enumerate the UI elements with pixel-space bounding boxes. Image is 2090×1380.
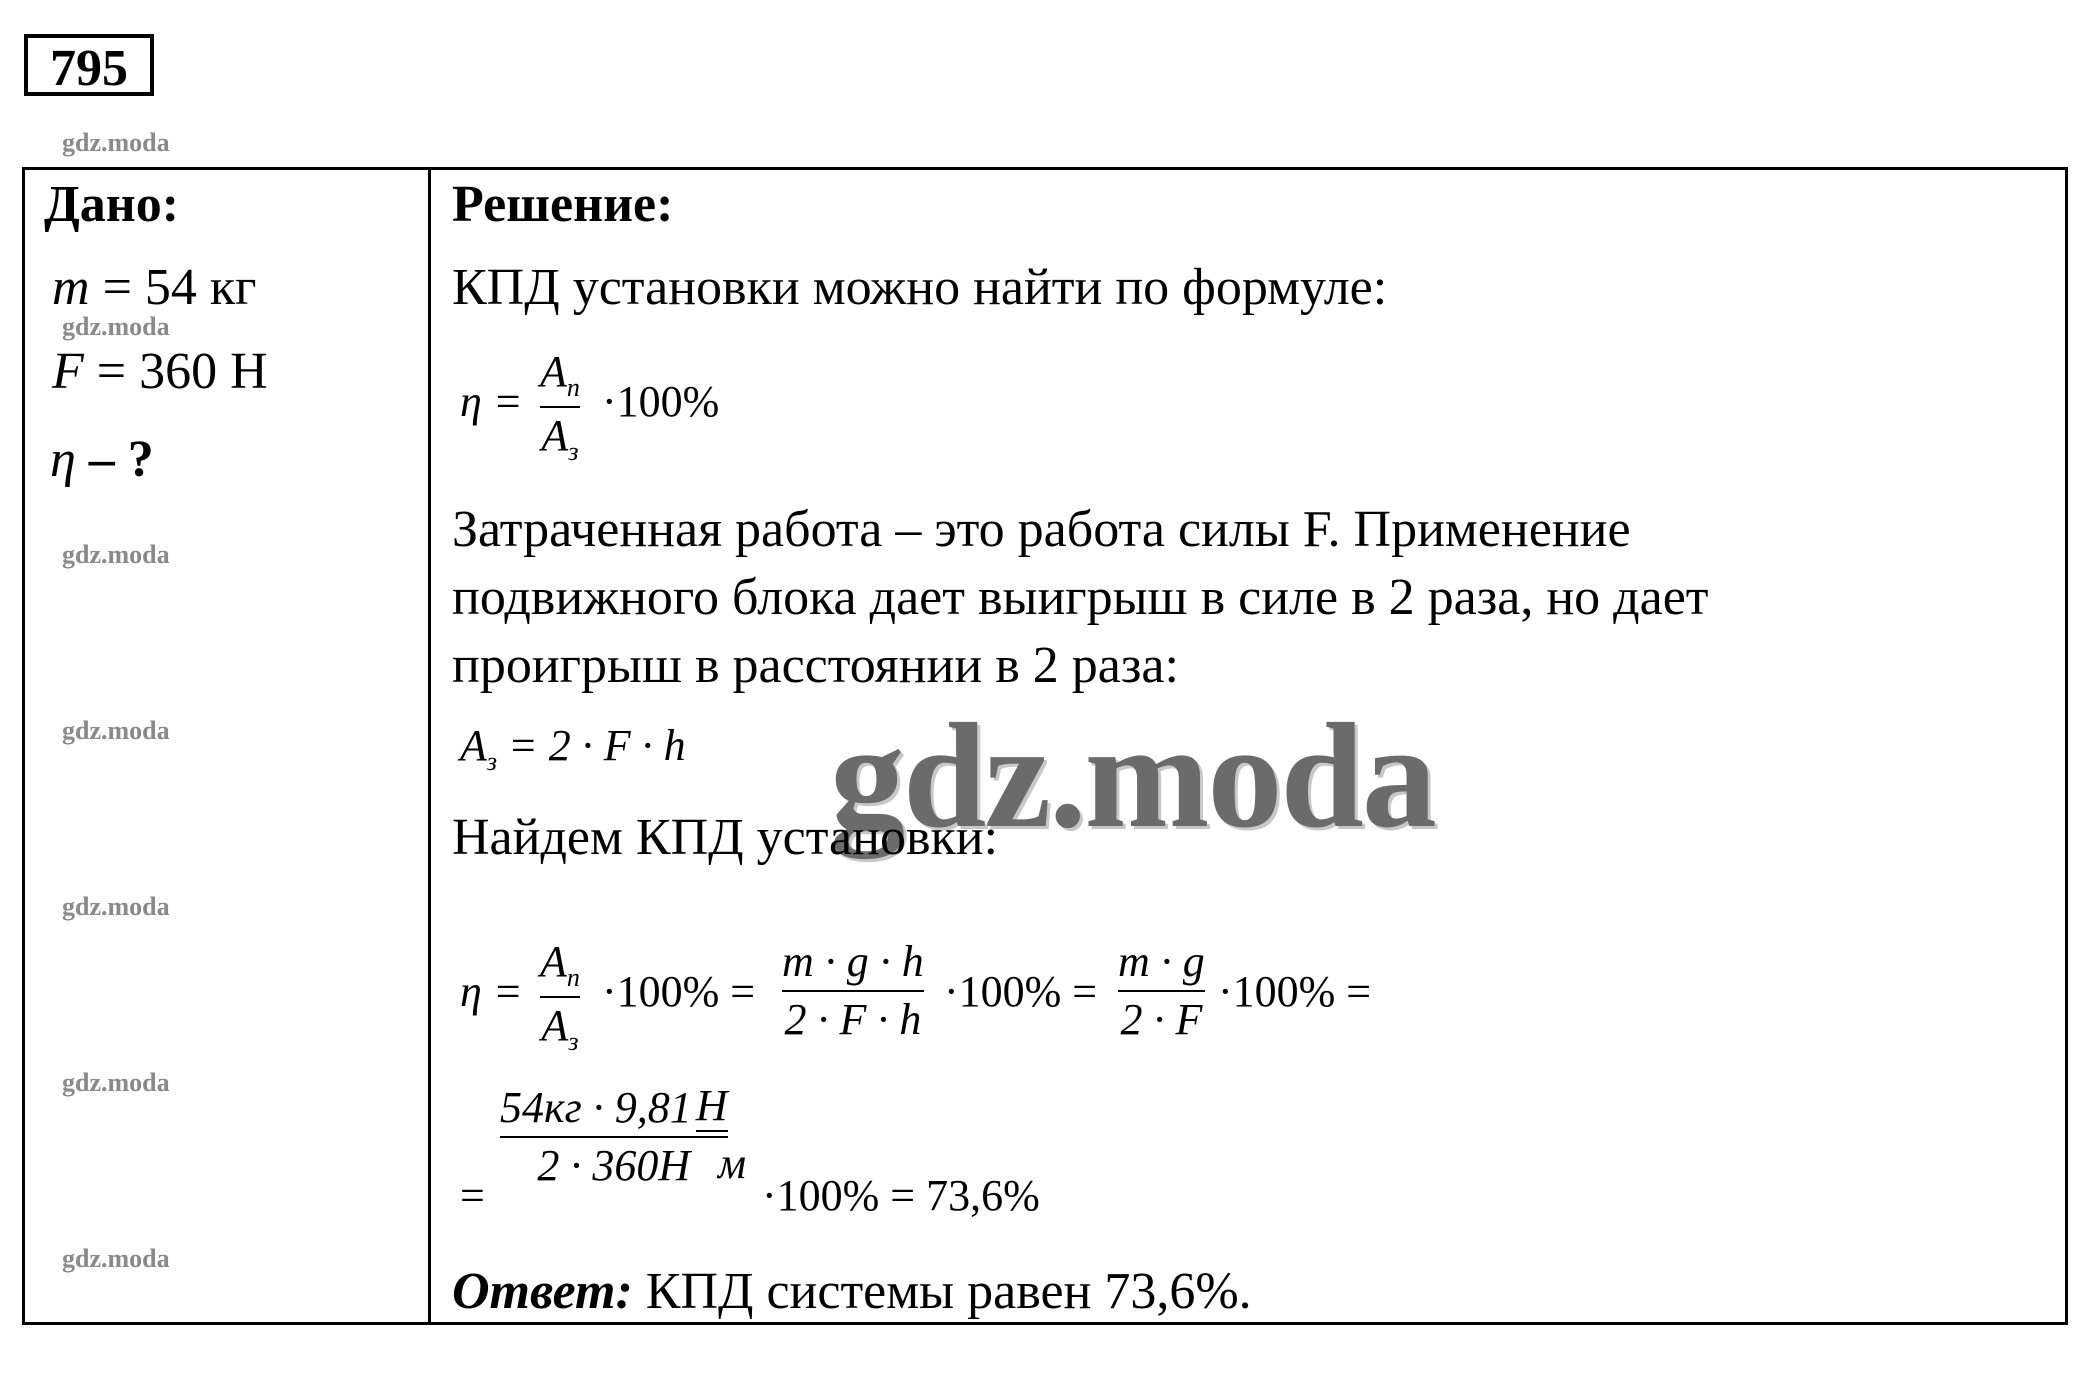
eta-equals: η = (460, 377, 523, 426)
watermark-small: gdz.moda (62, 540, 170, 569)
answer-line (452, 1262, 1252, 1321)
solution-heading: Решение: (452, 176, 674, 233)
formula4-fraction (500, 1080, 728, 1194)
paragraph-line3: проигрыш в расстоянии в 2 раза: (452, 637, 1179, 694)
formula4-equals: = (460, 1171, 485, 1220)
watermark-small: gdz.moda (62, 1068, 170, 1097)
formula3-eta: η = (460, 967, 523, 1016)
formula2: $A_з = 2 \cdot F \cdot h$ (460, 721, 686, 776)
answer-text: КПД системы равен 73,6%. (645, 1263, 1252, 1320)
formula3-fraction3 (1118, 934, 1205, 1048)
fraction-numerator: $A_п$ (540, 937, 580, 992)
watermark-small: gdz.moda (62, 1244, 170, 1273)
watermark-small: gdz.moda (62, 892, 170, 921)
formula3-fraction2 (782, 934, 924, 1048)
fraction-numerator: m · g · h (782, 937, 924, 986)
formula4-result: ·100% = 73,6% (762, 1171, 1040, 1220)
watermark-small: gdz.moda (62, 128, 170, 157)
find-efficiency-line: Найдем КПД установки: (452, 809, 999, 866)
force-symbol: F (52, 343, 84, 400)
unit-fraction: Н (695, 1081, 728, 1130)
fraction-denominator: 2 · F · h (784, 995, 922, 1044)
watermark-small: gdz.moda (62, 312, 170, 341)
solution-line1: КПД установки можно найти по формуле: (452, 259, 1388, 316)
problem-number: 795 (24, 34, 154, 96)
formula3-part1: ·100% = (602, 967, 756, 1016)
given-heading: Дано: (44, 176, 180, 233)
given-unknown (50, 430, 154, 489)
formula1-rhs: ·100% (602, 377, 720, 426)
formula1-fraction (540, 344, 580, 470)
watermark-large: gdz.moda (830, 693, 1435, 859)
column-divider (428, 167, 431, 1325)
fraction-denominator: $A_з$ (541, 411, 579, 466)
given-force (52, 342, 268, 401)
answer-label: Ответ: (452, 1263, 633, 1320)
fraction-numerator: $A_п$ (540, 347, 580, 402)
unit-denominator: м (718, 1139, 747, 1188)
unknown-text: – ? (88, 431, 154, 488)
paragraph-line2: подвижного блока дает выигрыш в силе в 2 раза, но дает (452, 569, 1709, 626)
fraction-denominator: 2 · F (1120, 995, 1203, 1044)
formula1-lhs (460, 376, 523, 427)
formula3-fraction1 (540, 934, 580, 1060)
fraction-denominator: 2 · 360Н (537, 1141, 691, 1190)
mass-symbol: m (52, 259, 90, 316)
paragraph-line1: Затраченная работа – это работа силы F. Применение (452, 501, 1631, 558)
formula3-part2: ·100% = (944, 967, 1098, 1016)
fraction-numerator: m · g (1118, 937, 1205, 986)
force-value: = 360 Н (96, 343, 268, 400)
mass-value: = 54 кг (102, 259, 257, 316)
fraction-numerator: 54кг · 9,81 Н (500, 1081, 728, 1132)
given-mass (52, 258, 256, 317)
fraction-denominator: $A_з$ (541, 1001, 579, 1056)
watermark-small: gdz.moda (62, 716, 170, 745)
eta-symbol: η (50, 431, 76, 488)
formula3-part3: ·100% = (1218, 967, 1372, 1016)
